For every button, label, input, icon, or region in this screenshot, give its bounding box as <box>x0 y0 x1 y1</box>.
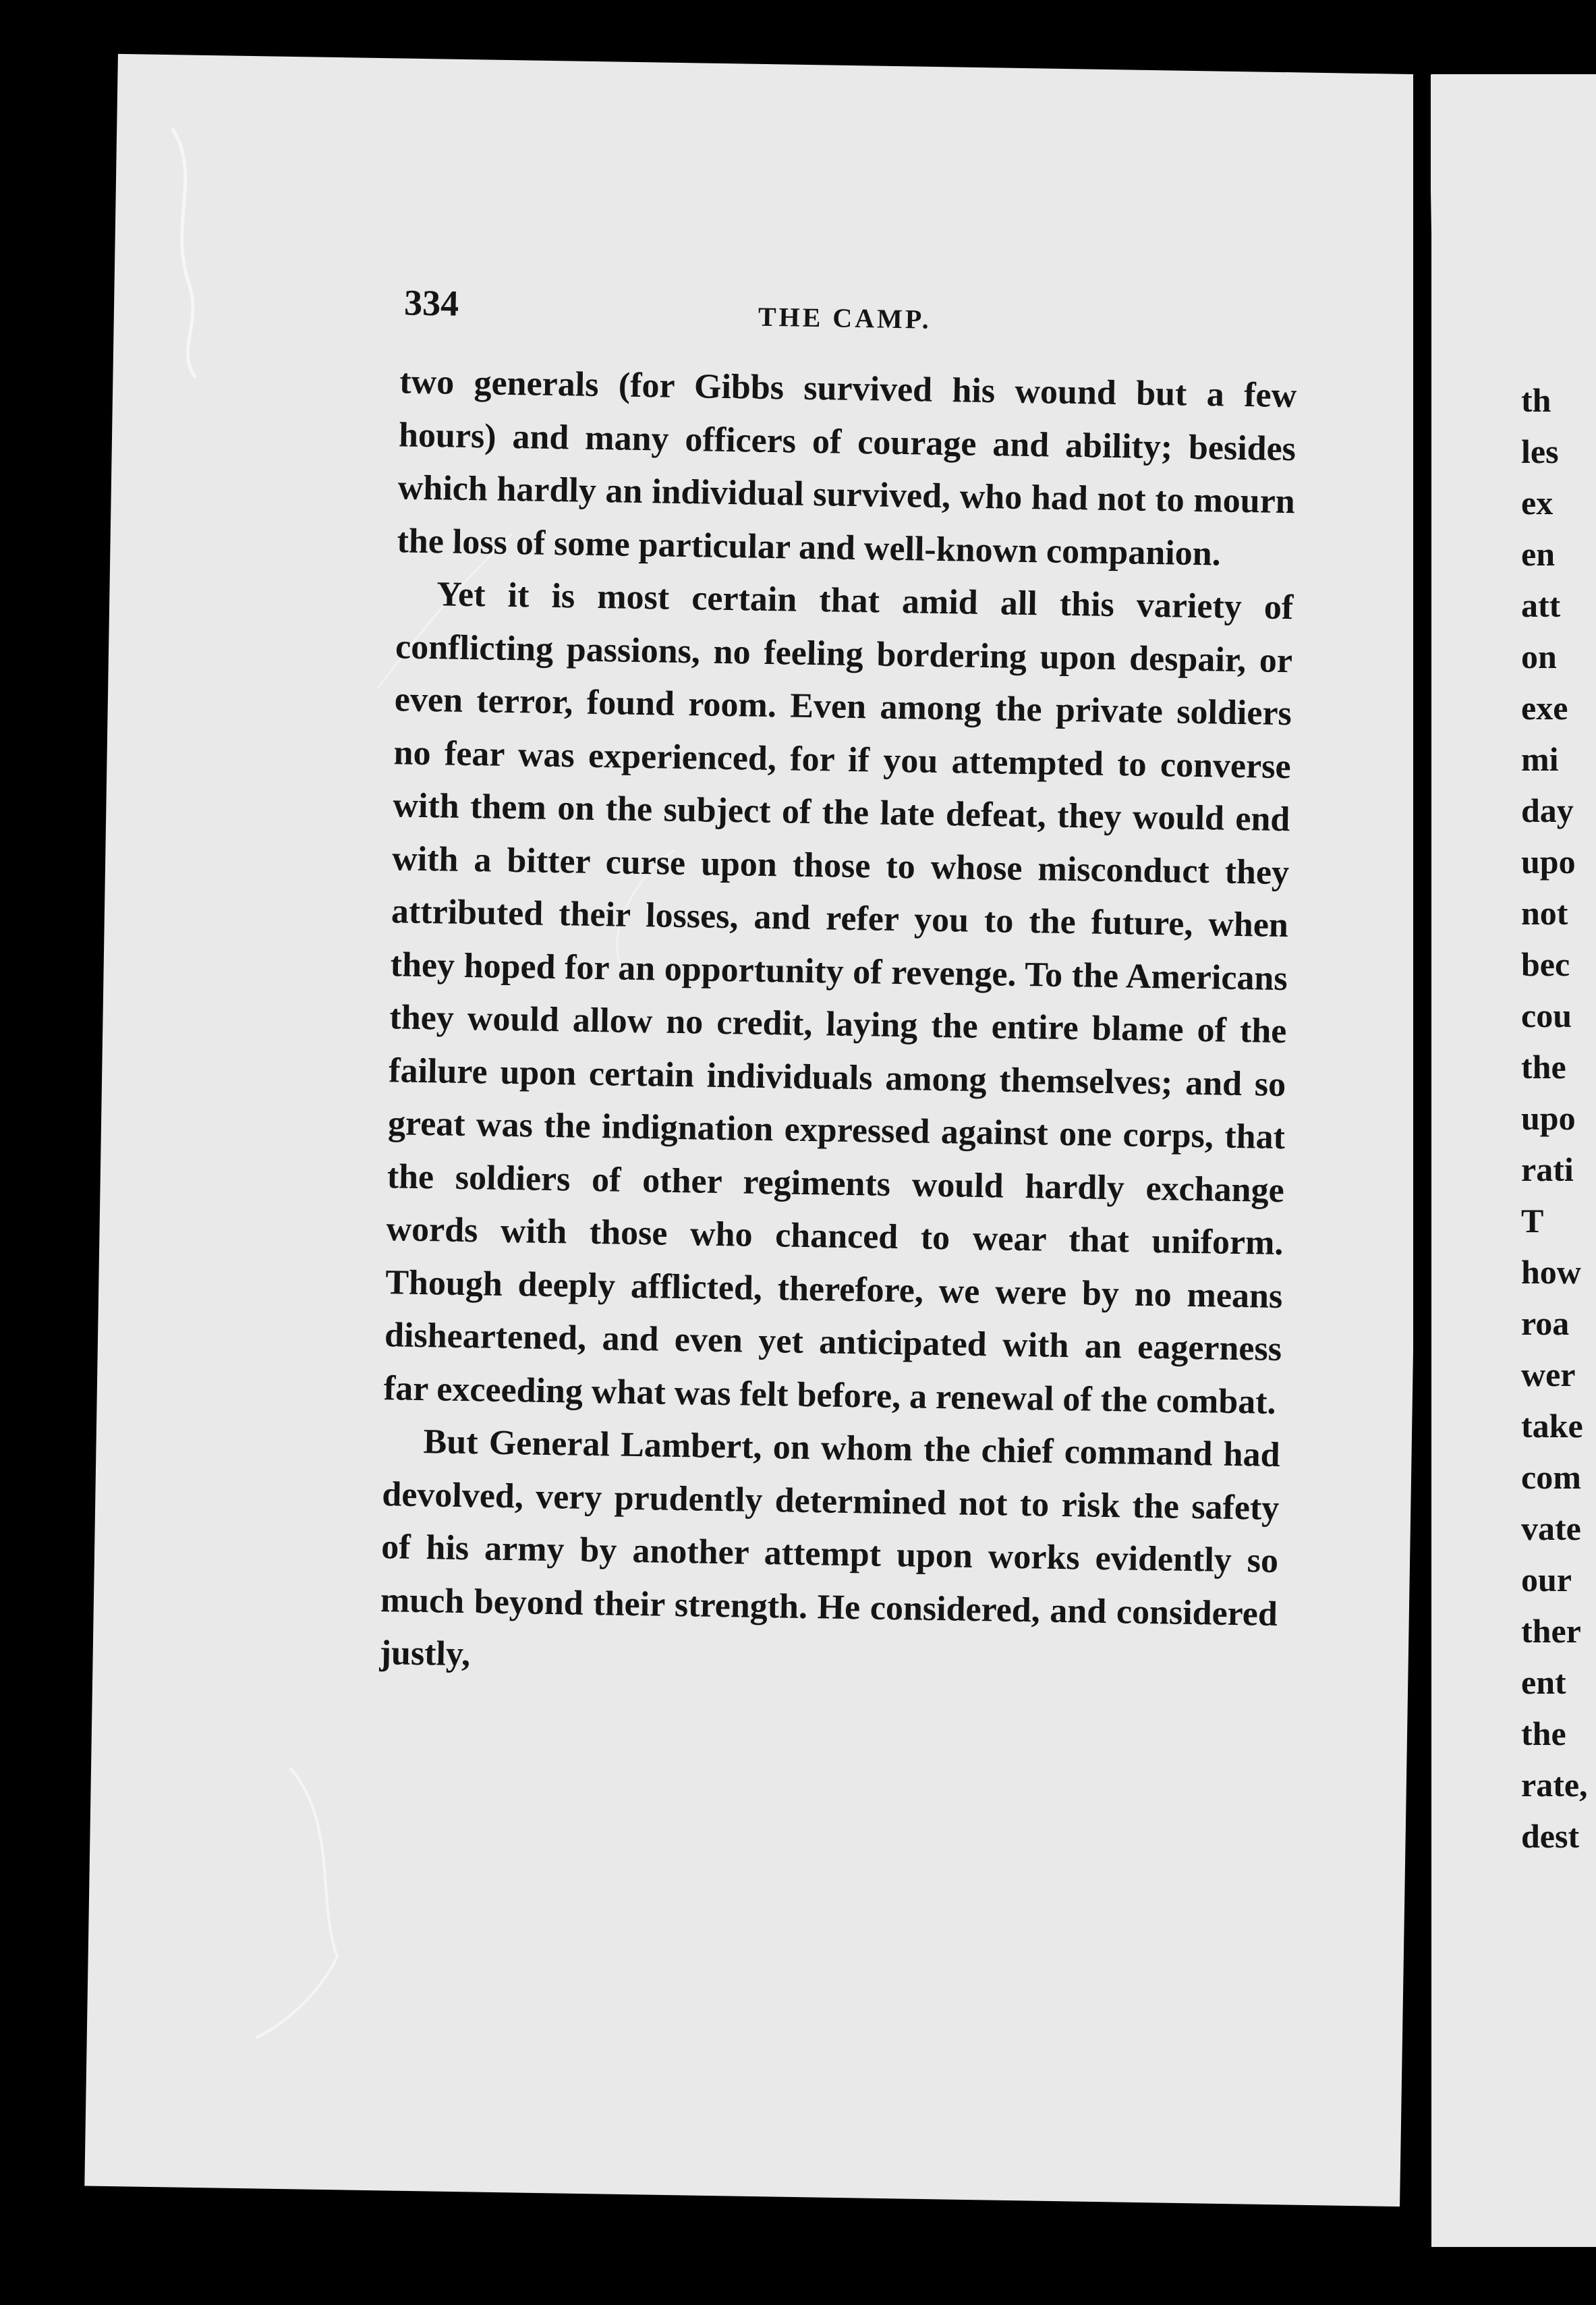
facing-line: mi <box>1521 740 1559 778</box>
facing-line: rate, <box>1521 1766 1588 1804</box>
facing-line: T <box>1521 1202 1544 1240</box>
facing-line: bec <box>1521 945 1570 983</box>
facing-line: exe <box>1521 689 1568 727</box>
facing-line: how <box>1521 1253 1581 1291</box>
facing-line: our <box>1521 1561 1572 1599</box>
facing-page-text <box>1521 374 1596 1862</box>
page-gutter <box>1413 61 1431 2260</box>
facing-line: take <box>1521 1407 1583 1445</box>
facing-line: day <box>1521 792 1574 829</box>
page-number: 334 <box>403 282 459 324</box>
facing-line: upo <box>1521 843 1576 881</box>
facing-line: rati <box>1521 1150 1574 1188</box>
running-title: THE CAMP. <box>758 301 932 335</box>
facing-line: ther <box>1521 1612 1581 1650</box>
page-text <box>278 267 1312 1694</box>
facing-line: ent <box>1521 1663 1566 1701</box>
facing-line: ex <box>1521 484 1554 522</box>
facing-line: att <box>1521 586 1561 624</box>
facing-line: upo <box>1521 1099 1576 1137</box>
facing-line: th <box>1521 381 1551 419</box>
paragraph-2: Yet it is most certain that amid all this variety of conflicting passions, no feeling bordering upon despair, or even terror, found room. Even among the private soldiers no fear was experienced, for if you attempted to converse with them on the subject of the late defeat, they would end with a bitter curse upon those to whose misconduct they attributed their losses, and refer you to the future, when they hoped for an opportunity of revenge. To the Americans they would allow no credit, laying the entire blame of the failure upon certain individuals among themselves; and so great was the indignation expressed against one corps, that the soldiers of other regiments would hardly exchange words with those who chanced to wear that uniform. Though deeply afflicted, therefore, we were by no means disheartened, and even yet anticipated with an eagerness far exceeding what was felt before, a renewal of the combat. <box>383 575 1294 1422</box>
paragraph-3: But General Lambert, on whom the chief command had devolved, very prudently determined not to risk the safety of his army by another attempt upon works evidently so much beyond their strength. He considered, and considered justly, <box>379 1422 1280 1674</box>
facing-line: dest <box>1521 1817 1580 1855</box>
paragraph-1: two generals (for Gibbs survived his wound but a few hours) and many officers of courage and ability; besides which hardly an individual survived, who had not to mourn the loss of some particular and well-known companion. <box>397 362 1297 573</box>
facing-line: not <box>1521 894 1568 932</box>
facing-line: the <box>1521 1715 1566 1752</box>
running-head <box>299 267 1312 370</box>
facing-line: the <box>1521 1048 1566 1086</box>
facing-line: on <box>1521 638 1557 675</box>
facing-line: cou <box>1521 997 1572 1034</box>
facing-line: vate <box>1521 1509 1581 1547</box>
facing-line: com <box>1521 1458 1581 1496</box>
facing-line: roa <box>1521 1304 1570 1342</box>
facing-line: en <box>1521 535 1555 573</box>
body-text <box>379 356 1297 1694</box>
facing-line: wer <box>1521 1356 1576 1393</box>
facing-line: les <box>1521 433 1559 470</box>
